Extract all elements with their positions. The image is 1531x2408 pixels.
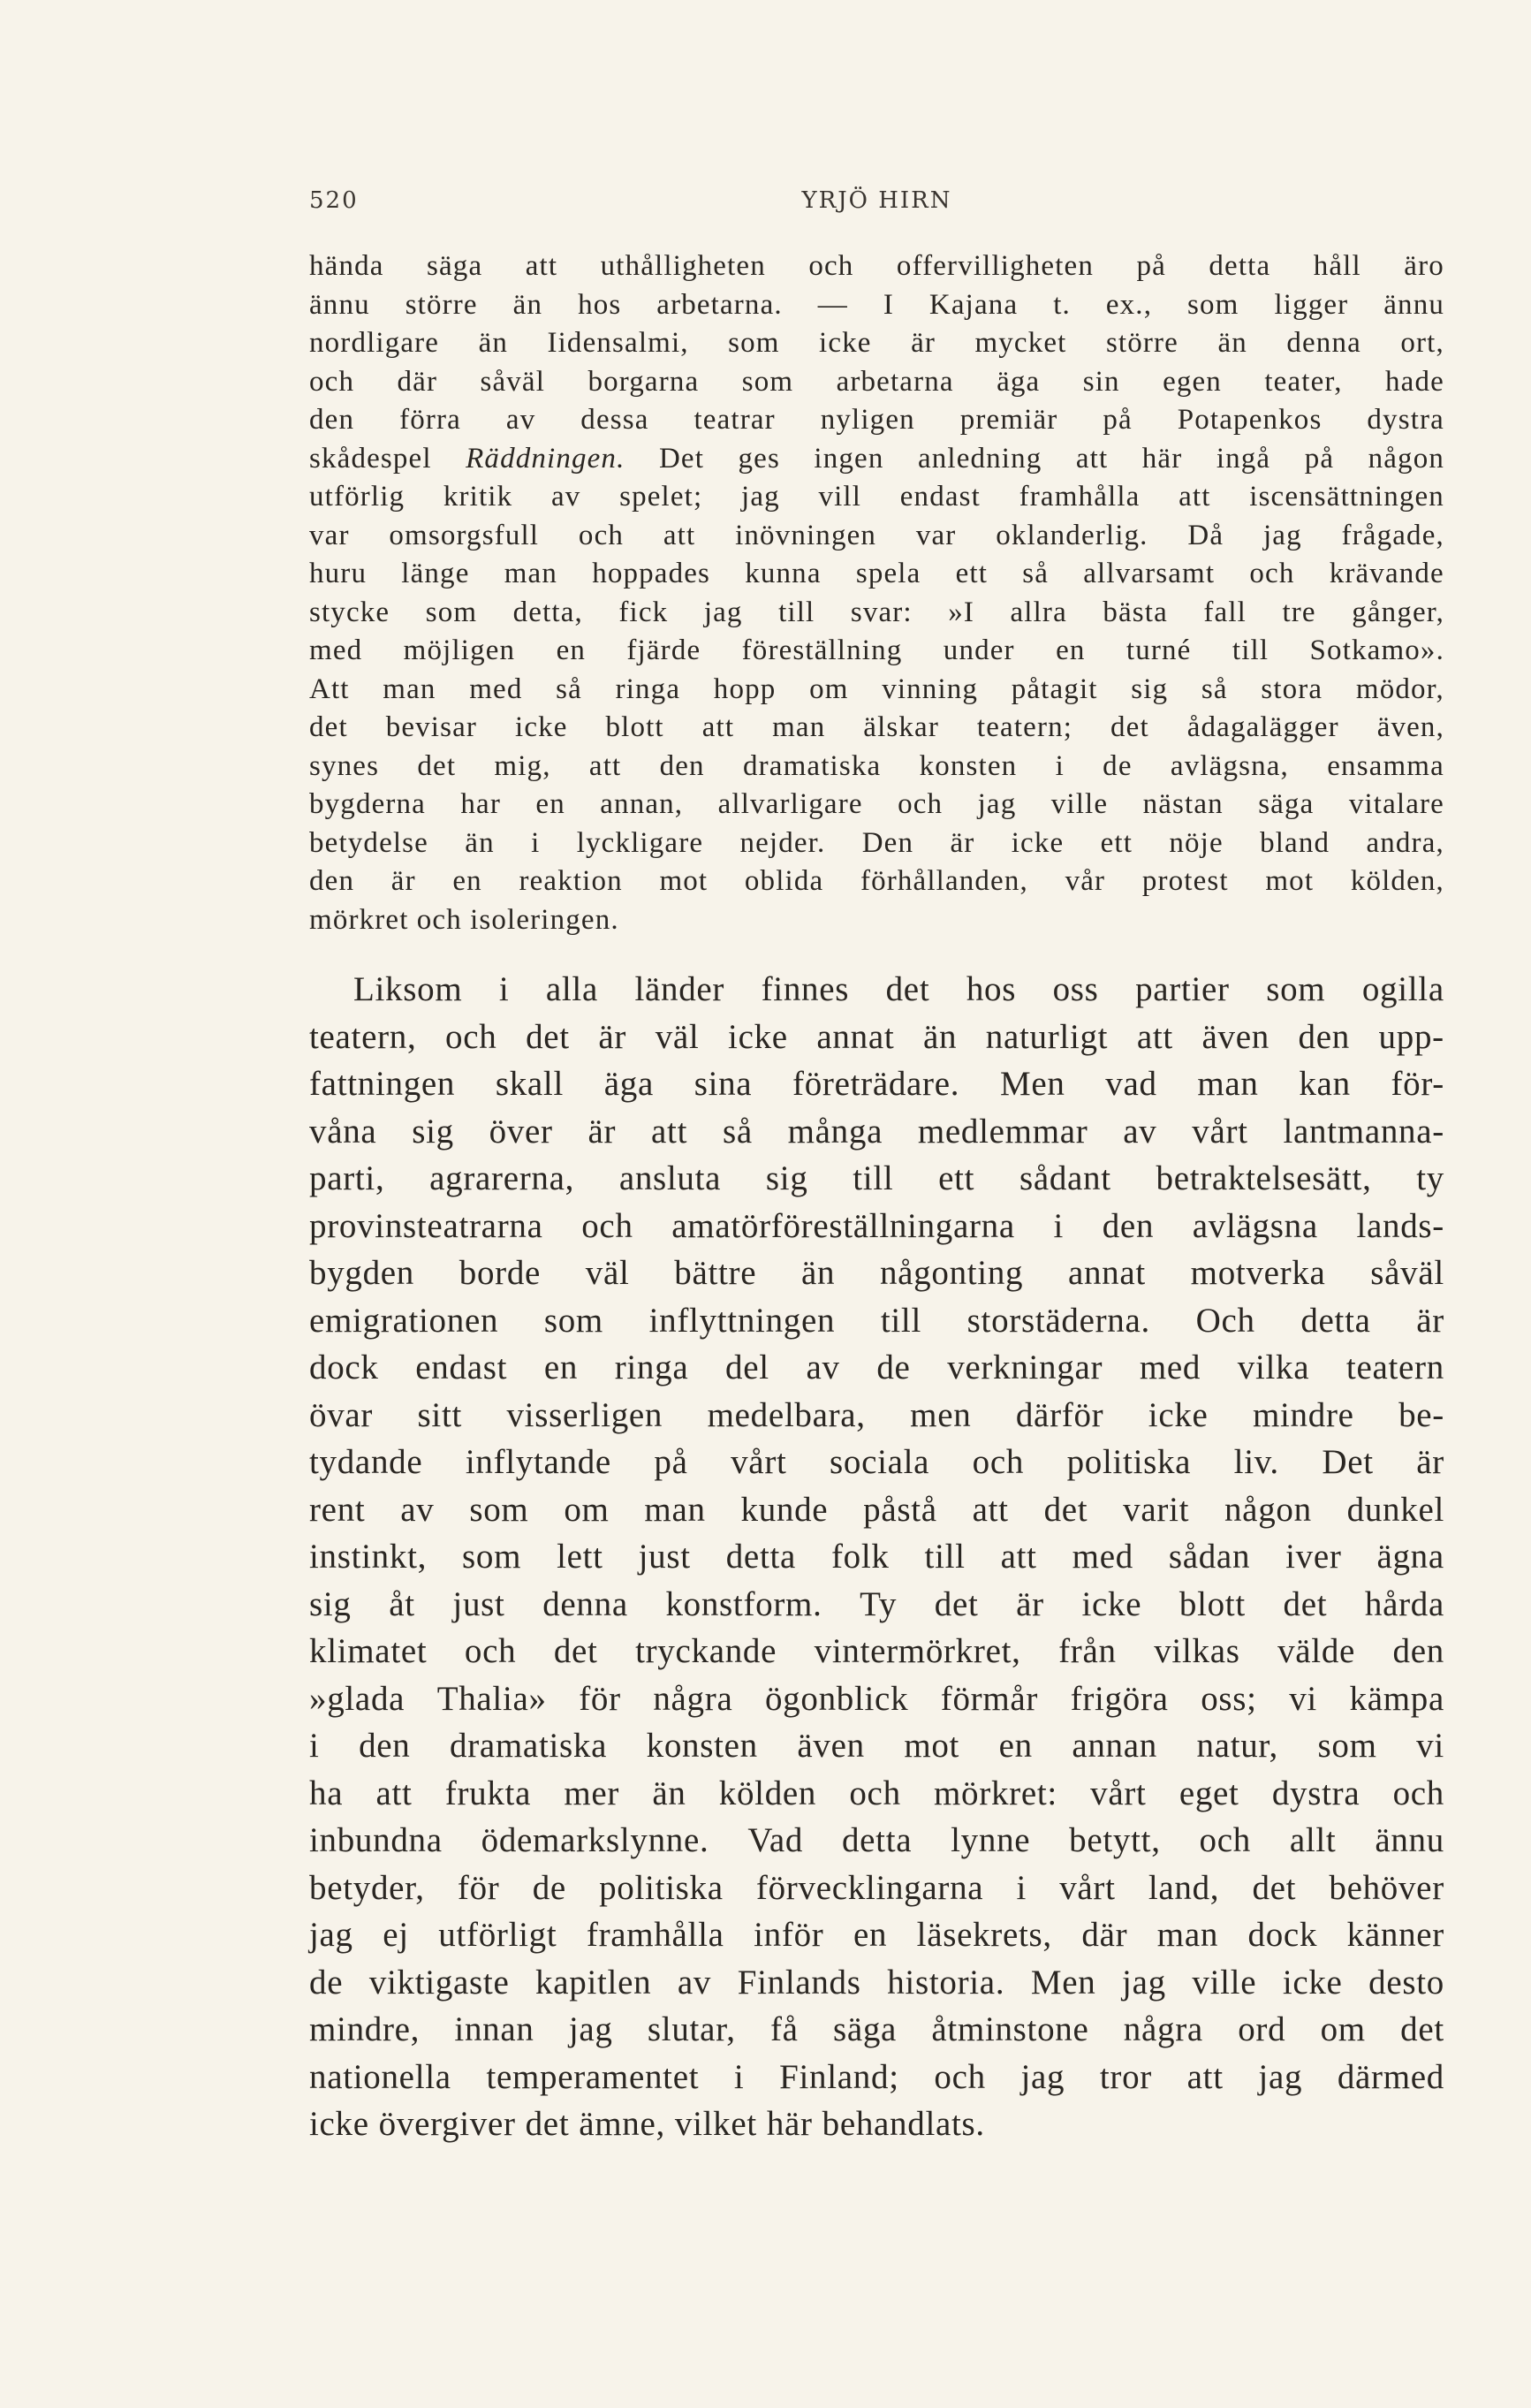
text-line: nordligare än Iidensalmi, som icke är mycket större än denna ort, xyxy=(309,327,1444,359)
paragraph-2 xyxy=(309,966,1444,2148)
text-line: klimatet och det tryckande vintermörkret, från vilkas välde den xyxy=(309,1632,1444,1670)
paragraph-1 xyxy=(309,247,1444,939)
text-line: icke övergiver det ämne, vilket här behandlats. xyxy=(309,2105,985,2143)
text-line: den är en reaktion mot oblida förhållanden, vår protest mot kölden, xyxy=(309,865,1444,897)
text-line: instinkt, som lett just detta folk till att med sådan iver ägna xyxy=(309,1538,1444,1576)
text-line: rent av som om man kunde påstå att det varit någon dunkel xyxy=(309,1490,1444,1529)
text-line: mörkret och isoleringen. xyxy=(309,903,619,936)
text-line: dock endast en ringa del av de verkningar med vilka teatern xyxy=(309,1348,1444,1386)
text-line: skådespel Räddningen. Det ges ingen anledning att här ingå på någon xyxy=(309,442,1444,475)
text-line: med möjligen en fjärde föreställning under en turné till Sotkamo». xyxy=(309,634,1444,666)
text-line: mindre, innan jag slutar, få säga åtminstone några ord om det xyxy=(309,2010,1444,2048)
text-line: synes det mig, att den dramatiska konsten i de avlägsna, ensamma xyxy=(309,749,1444,782)
text-line: betyder, för de politiska förvecklingarna i vårt land, det behöver xyxy=(309,1868,1444,1907)
text-line: bygden borde väl bättre än någonting annat motverka såväl xyxy=(309,1254,1444,1292)
text-line: Att man med så ringa hopp om vinning påtagit sig så stora mödor, xyxy=(309,672,1444,705)
text-line: stycke som detta, fick jag till svar: »I allra bästa fall tre gånger, xyxy=(309,596,1444,628)
text-line: våna sig över är att så många medlemmar av vårt lantmanna- xyxy=(309,1112,1444,1151)
text-line: hända säga att uthålligheten och offervilligheten på detta håll äro xyxy=(309,250,1444,282)
text-line: var omsorgsfull och att inövningen var oklanderlig. Då jag frågade, xyxy=(309,519,1444,551)
text-line: tydande inflytande på vårt sociala och politiska liv. Det är xyxy=(309,1443,1444,1481)
text-line: Liksom i alla länder finnes det hos oss partier som ogilla xyxy=(353,970,1444,1008)
text-line: emigrationen som inflyttningen till storstäderna. Och detta är xyxy=(309,1301,1444,1340)
text-line: huru länge man hoppades kunna spela ett så allvarsamt och krävande xyxy=(309,558,1444,589)
text-line: provinsteatrarna och amatörföreställningarna i den avlägsna lands- xyxy=(309,1206,1444,1245)
text-line: nationella temperamentet i Finland; och jag tror att jag därmed xyxy=(309,2057,1444,2096)
text-line: de viktigaste kapitlen av Finlands historia. Men jag ville icke desto xyxy=(309,1963,1444,2002)
text-line: bygderna har en annan, allvarligare och jag ville nästan säga vitalare xyxy=(309,788,1444,820)
text-line: parti, agrarerna, ansluta sig till ett sådant betraktelsesätt, ty xyxy=(309,1159,1444,1197)
running-head: YRJÖ HIRN xyxy=(801,187,952,214)
text-line: utförlig kritik av spelet; jag vill endast framhålla att iscensättningen xyxy=(309,481,1444,513)
text-line: sig åt just denna konstform. Ty det är icke blott det hårda xyxy=(309,1584,1444,1623)
text-line: teatern, och det är väl icke annat än naturligt att även den upp- xyxy=(309,1017,1444,1056)
text-line: i den dramatiska konsten även mot en annan natur, som vi xyxy=(309,1727,1444,1765)
text-line: den förra av dessa teatrar nyligen premiär på Potapenkos dystra xyxy=(309,404,1444,436)
text-line: ha att frukta mer än kölden och mörkret: vårt eget dystra och xyxy=(309,1774,1444,1812)
text-line: övar sitt visserligen medelbara, men därför icke mindre be- xyxy=(309,1395,1444,1434)
text-line: jag ej utförligt framhålla inför en läsekrets, där man dock känner xyxy=(309,1916,1444,1954)
text-line: det bevisar icke blott att man älskar teatern; det ådagalägger även, xyxy=(309,711,1444,743)
text-line: betydelse än i lyckligare nejder. Den är icke ett nöje bland andra, xyxy=(309,826,1444,859)
page-number: 520 xyxy=(309,187,359,214)
text-line: fattningen skall äga sina företrädare. Men vad man kan för- xyxy=(309,1065,1444,1103)
text-line: inbundna ödemarkslynne. Vad detta lynne betytt, och allt ännu xyxy=(309,1821,1444,1859)
text-line: »glada Thalia» för några ögonblick förmår frigöra oss; vi kämpa xyxy=(309,1679,1444,1718)
text-line: ännu större än hos arbetarna. — I Kajana t. ex., som ligger ännu xyxy=(309,288,1444,321)
text-line: och där såväl borgarna som arbetarna äga sin egen teater, hade xyxy=(309,365,1444,398)
page-header xyxy=(309,187,1444,223)
